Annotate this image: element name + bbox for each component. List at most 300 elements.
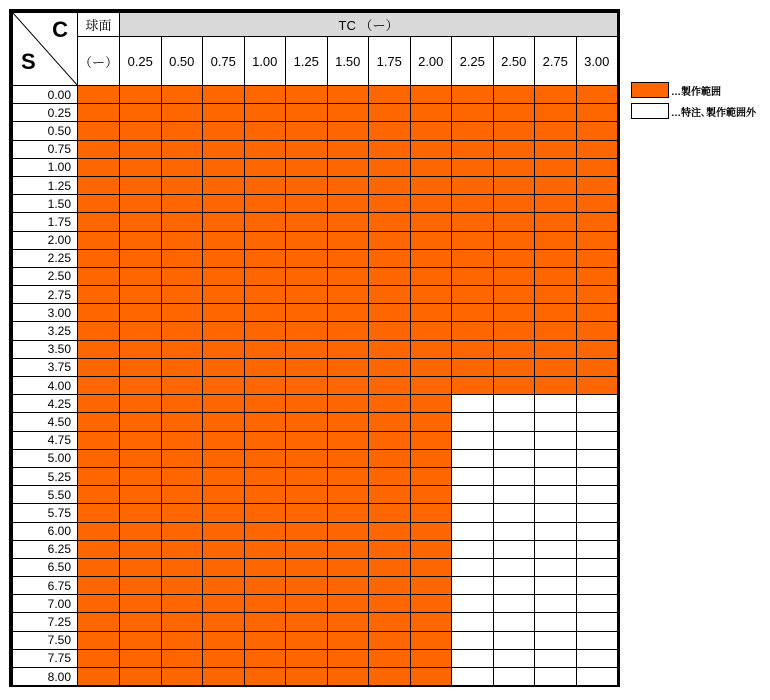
tc-column-header: 1.75 [369,37,411,86]
range-cell [161,231,203,249]
range-cell [120,522,162,540]
range-cell [493,595,535,613]
range-cell [369,668,411,686]
range-cell [535,504,577,522]
range-cell [452,631,494,649]
range-cell [120,158,162,176]
s-row-label: 0.00 [13,86,78,104]
range-cell [452,395,494,413]
tc-column-header: 1.00 [244,37,286,86]
range-cell [286,431,328,449]
range-cell [203,122,245,140]
range-cell [203,558,245,576]
range-cell [327,577,369,595]
s-row-label: 3.25 [13,322,78,340]
range-cell [493,395,535,413]
range-cell [535,558,577,576]
s-row-label: 2.00 [13,231,78,249]
s-row-label: 3.50 [13,340,78,358]
range-cell [161,286,203,304]
range-cell [161,140,203,158]
range-cell [78,267,120,285]
range-cell [120,467,162,485]
range-cell [576,522,618,540]
range-cell [244,577,286,595]
range-cell [535,595,577,613]
table-row [13,595,618,613]
tc-column-header: 3.00 [576,37,618,86]
range-cell [161,668,203,686]
s-row-label: 1.50 [13,195,78,213]
range-cell [327,267,369,285]
table-row [13,449,618,467]
table-row [13,413,618,431]
range-cell [244,304,286,322]
range-cell [410,449,452,467]
range-cell [161,122,203,140]
range-cell [161,358,203,376]
range-cell [410,631,452,649]
spherical-sub-header: （ー） [78,37,120,86]
range-cell [493,249,535,267]
range-cell [369,86,411,104]
range-cell [161,467,203,485]
range-cell [120,195,162,213]
range-cell [535,449,577,467]
range-cell [244,358,286,376]
range-cell [78,558,120,576]
range-cell [120,286,162,304]
range-cell [576,486,618,504]
range-cell [327,431,369,449]
range-cell [327,322,369,340]
range-cell [576,340,618,358]
range-cell [203,322,245,340]
range-cell [493,176,535,194]
range-cell [327,613,369,631]
range-cell [203,358,245,376]
range-cell [244,213,286,231]
range-cell [493,540,535,558]
range-cell [161,377,203,395]
table-row [13,104,618,122]
range-cell [120,395,162,413]
tc-column-header: 2.00 [410,37,452,86]
range-cell [327,140,369,158]
range-cell [78,449,120,467]
range-cell [203,577,245,595]
range-cell [327,122,369,140]
range-cell [452,486,494,504]
table-row [13,558,618,576]
range-cell [161,176,203,194]
range-cell [286,304,328,322]
range-cell [120,377,162,395]
range-cell [78,522,120,540]
spherical-header: 球面 [78,13,120,37]
range-cell [535,413,577,431]
range-cell [535,176,577,194]
range-cell [576,613,618,631]
range-cell [327,176,369,194]
range-cell [452,377,494,395]
range-cell [535,195,577,213]
legend-item-in-range [631,81,766,99]
range-cell [410,577,452,595]
s-row-label: 6.00 [13,522,78,540]
range-cell [286,522,328,540]
range-cell [286,377,328,395]
range-cell [410,613,452,631]
s-row-label: 0.50 [13,122,78,140]
table-row [13,467,618,485]
range-cell [576,231,618,249]
range-cell [535,577,577,595]
range-cell [120,540,162,558]
range-cell [410,286,452,304]
range-cell [120,504,162,522]
range-cell [161,304,203,322]
range-cell [410,104,452,122]
range-cell [203,631,245,649]
s-row-label: 2.75 [13,286,78,304]
range-cell [203,595,245,613]
range-cell [535,486,577,504]
range-cell [244,176,286,194]
range-cell [286,322,328,340]
range-cell [244,140,286,158]
range-cell [576,195,618,213]
range-cell [576,122,618,140]
range-cell [452,140,494,158]
range-cell [78,86,120,104]
range-cell [286,195,328,213]
range-cell [244,449,286,467]
range-cell [410,486,452,504]
range-cell [203,195,245,213]
range-cell [452,322,494,340]
range-cell [327,104,369,122]
corner-s-label: S [21,49,36,74]
range-cell [244,195,286,213]
s-row-label: 5.50 [13,486,78,504]
range-cell [286,340,328,358]
range-cell [120,649,162,667]
range-cell [203,413,245,431]
range-cell [452,613,494,631]
range-cell [369,522,411,540]
range-cell [120,449,162,467]
range-cell [369,322,411,340]
table-row [13,631,618,649]
table-row [13,486,618,504]
range-cell [410,595,452,613]
range-cell [493,158,535,176]
range-cell [161,431,203,449]
range-cell [327,286,369,304]
legend-swatch-in-range [631,82,669,98]
range-cell [452,249,494,267]
range-cell [203,86,245,104]
range-cell [161,449,203,467]
table-row [13,540,618,558]
range-cell [78,413,120,431]
tc-column-header: 2.25 [452,37,494,86]
range-cell [244,467,286,485]
range-cell [493,668,535,686]
range-cell [452,176,494,194]
range-cell [493,613,535,631]
table-row [13,267,618,285]
legend-label-in-range: …製作範囲 [671,86,721,98]
s-row-label: 3.00 [13,304,78,322]
range-cell [410,522,452,540]
range-cell [161,267,203,285]
range-cell [286,613,328,631]
range-cell [161,340,203,358]
range-cell [535,231,577,249]
range-cell [410,504,452,522]
range-cell [120,431,162,449]
range-cell [244,613,286,631]
range-cell [120,267,162,285]
range-cell [78,176,120,194]
range-cell [286,540,328,558]
range-cell [203,668,245,686]
range-cell [78,286,120,304]
range-cell [78,649,120,667]
range-cell [369,449,411,467]
range-cell [203,140,245,158]
range-cell [161,413,203,431]
range-cell [244,267,286,285]
range-cell [369,395,411,413]
table-row [13,340,618,358]
s-row-label: 2.50 [13,267,78,285]
range-cell [452,431,494,449]
range-cell [452,304,494,322]
range-cell [161,649,203,667]
range-cell [576,413,618,431]
range-cell [535,140,577,158]
range-cell [161,522,203,540]
range-cell [535,249,577,267]
range-cell [369,358,411,376]
range-cell [410,231,452,249]
range-cell [452,649,494,667]
table-row [13,86,618,104]
range-cell [452,231,494,249]
range-cell [203,377,245,395]
range-cell [369,267,411,285]
range-cell [493,413,535,431]
range-cell [369,377,411,395]
range-cell [452,504,494,522]
range-cell [369,213,411,231]
range-cell [244,286,286,304]
range-cell [203,613,245,631]
range-cell [535,613,577,631]
table-row [13,395,618,413]
range-cell [493,558,535,576]
range-cell [327,631,369,649]
range-cell [78,467,120,485]
s-row-label: 3.75 [13,358,78,376]
range-cell [535,377,577,395]
range-cell [161,104,203,122]
range-cell [369,140,411,158]
range-cell [410,668,452,686]
table-row [13,304,618,322]
range-table-frame [9,9,620,687]
range-cell [535,358,577,376]
range-cell [535,104,577,122]
range-cell [203,340,245,358]
s-row-label: 0.75 [13,140,78,158]
range-cell [493,504,535,522]
range-cell [452,267,494,285]
range-cell [493,377,535,395]
range-cell [493,522,535,540]
s-row-label: 5.75 [13,504,78,522]
range-cell [161,558,203,576]
table-row [13,176,618,194]
s-row-label: 1.75 [13,213,78,231]
range-cell [286,631,328,649]
range-cell [286,122,328,140]
s-row-label: 0.25 [13,104,78,122]
range-cell [452,540,494,558]
range-cell [452,86,494,104]
range-cell [78,249,120,267]
range-cell [493,195,535,213]
range-cell [410,413,452,431]
range-cell [286,140,328,158]
range-cell [535,431,577,449]
table-row [13,249,618,267]
range-cell [535,122,577,140]
range-cell [535,540,577,558]
range-cell [369,649,411,667]
range-cell [410,304,452,322]
s-row-label: 7.75 [13,649,78,667]
range-cell [410,213,452,231]
range-cell [244,231,286,249]
range-cell [493,213,535,231]
range-cell [576,140,618,158]
range-cell [78,213,120,231]
range-cell [493,431,535,449]
range-cell [161,322,203,340]
range-cell [120,104,162,122]
range-cell [452,522,494,540]
range-cell [78,104,120,122]
range-cell [327,595,369,613]
range-cell [244,413,286,431]
range-cell [120,340,162,358]
range-cell [203,231,245,249]
range-cell [493,286,535,304]
range-cell [452,595,494,613]
s-row-label: 4.25 [13,395,78,413]
range-cell [327,249,369,267]
range-cell [327,649,369,667]
range-cell [410,322,452,340]
range-cell [493,486,535,504]
range-cell [327,304,369,322]
range-cell [576,249,618,267]
range-cell [203,176,245,194]
range-cell [78,304,120,322]
range-cell [452,558,494,576]
range-cell [286,158,328,176]
range-cell [535,267,577,285]
range-cell [452,358,494,376]
range-cell [286,486,328,504]
range-cell [410,431,452,449]
range-cell [410,86,452,104]
s-row-label: 4.50 [13,413,78,431]
range-cell [369,158,411,176]
range-cell [369,104,411,122]
range-table-body [13,86,618,686]
range-cell [410,249,452,267]
range-cell [410,358,452,376]
range-cell [576,558,618,576]
range-cell [286,467,328,485]
range-cell [327,231,369,249]
range-cell [286,577,328,595]
range-cell [535,304,577,322]
range-cell [120,668,162,686]
range-cell [410,140,452,158]
range-cell [78,504,120,522]
range-cell [78,631,120,649]
range-cell [286,213,328,231]
range-cell [161,595,203,613]
range-cell [244,322,286,340]
range-cell [120,86,162,104]
range-cell [452,195,494,213]
range-cell [410,377,452,395]
range-cell [327,340,369,358]
range-cell [452,413,494,431]
range-cell [203,213,245,231]
s-row-label: 2.25 [13,249,78,267]
range-cell [120,140,162,158]
range-cell [452,286,494,304]
range-cell [535,395,577,413]
range-cell [576,86,618,104]
range-cell [576,577,618,595]
table-row [13,377,618,395]
range-cell [369,504,411,522]
range-cell [369,413,411,431]
range-cell [452,104,494,122]
range-cell [452,213,494,231]
range-cell [286,176,328,194]
tc-column-header: 0.25 [120,37,162,86]
range-cell [78,158,120,176]
tc-column-header: 2.75 [535,37,577,86]
range-cell [369,231,411,249]
range-cell [78,231,120,249]
table-row [13,158,618,176]
range-cell [244,122,286,140]
range-cell [576,668,618,686]
range-cell [78,540,120,558]
range-cell [203,449,245,467]
